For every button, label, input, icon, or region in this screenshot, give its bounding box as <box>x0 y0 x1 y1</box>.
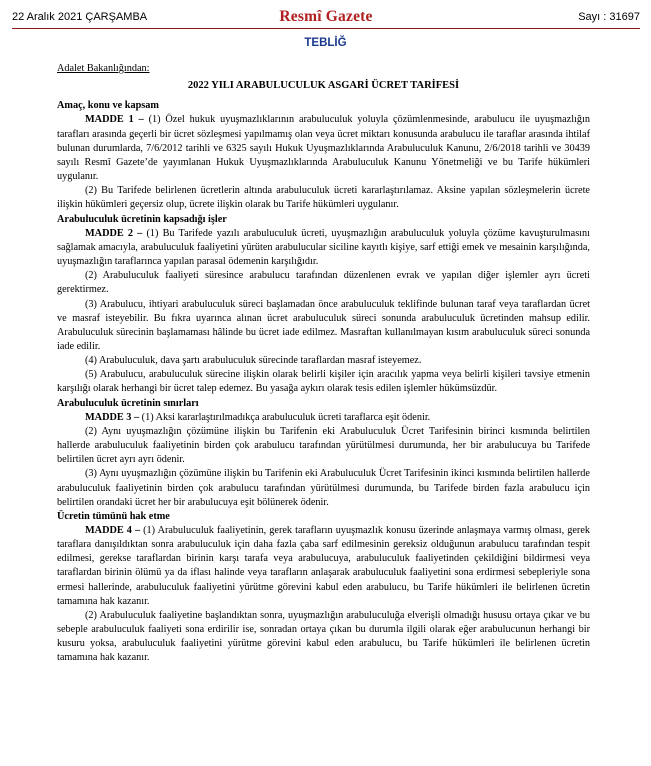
document-title: 2022 YILI ARABULUCULUK ASGARİ ÜCRET TARİFESİ <box>187 80 460 92</box>
article-2-paragraph-5: (5) Arabulucu, arabuluculuk sürecine ilişkin olarak belirli kişiler için aracılık yapma veya belirli kişileri tavsiye etmenin karşılığı olarak herhangi bir ücret talep edemez. Bu yasağa aykırı olarak tesis edilen işlemler hükümsüzdür. <box>57 369 590 395</box>
article-heading-2: Arabuluculuk ücretinin kapsadığı işler <box>57 213 227 225</box>
article-heading-4: Ücretin tümünü hak etme <box>57 510 170 522</box>
issuing-ministry: Adalet Bakanlığından: <box>57 63 150 74</box>
gazette-name: Resmî Gazete <box>279 8 373 25</box>
article-2-paragraph-1 <box>57 227 590 269</box>
article-4-text-1: (1) Arabuluculuk faaliyetinin, gerek tarafların uyuşmazlık konusu üzerinde anlaşmaya varmış olması, gerek taraflara danışıldıktan sonra arabuluculuk için daha fazla çaba sarf edilmesinin gereksiz olduğunun arabulucu tarafından tespit edilmesi, gerekse taraflardan birinin karşı tarafa veya arabulucuya, arabuluculuk faaliyetinden çekildiğini bildirmesi veya taraflardan birinin ölümü ya da iflası halinde veya tarafların anlaşarak arabuluculuk faaliyetini sona erdirmesi sebepleriyle sona ermesi hallerinde, arabuluculuk faaliyetini yürütme görevini kabul eden arabulucu, bu Tarife hükümleri ile belirlenen ücretin tamamına hak kazanır. <box>57 525 590 607</box>
article-2-paragraph-3: (3) Arabulucu, ihtiyari arabuluculuk süreci başlamadan önce arabuluculuk teklifinde bulunan taraf veya taraflardan ücret ve masraf isteyebilir. Bu fıkra uyarınca alınan ücret arabuluculuk süreci sonunda arabuluculuk ücretinden mahsup edilir. Arabuluculuk sürecinin başlamaması hâlinde bu ücret iade edilmez. Masraftan kullanılmayan kısım arabuluculuk süreci sonunda iade edilir. <box>57 298 590 352</box>
article-heading-1: Amaç, konu ve kapsam <box>57 100 159 112</box>
article-4-paragraph-1 <box>57 524 590 609</box>
article-1-paragraph-1 <box>57 113 590 184</box>
article-4-label: MADDE 4 – <box>85 525 141 536</box>
article-4-paragraph-2: (2) Arabuluculuk faaliyetine başlandıktan sonra, uyuşmazlığın arabuluculuğa elverişli olmadığı hususu ortaya çıkar ve bu sebeple arabuluculuk faaliyeti sona erdirilir ise, sonradan ortaya çıkan bu durumla ilgili olarak eğer arabulucunun herhangi bir kusuru yoksa, arabuluculuk faaliyetini yürütme görevini kabul eden arabulucu, bu Tarife hükümleri ile belirlenen ücretin tamamına hak kazanır. <box>57 609 590 664</box>
article-3-paragraph-2: (2) Aynı uyuşmazlığın çözümüne ilişkin bu Tarifenin eki Arabuluculuk Ücret Tarifesinin birinci kısmında belirtilen hallerde arabuluculuk faaliyetinin birden çok arabulucu tarafından yürütülmesi durumunda, her bir arabulucuya bu Tarifede belirtilen ücret ayrı ayrı ödenir. <box>57 425 590 466</box>
article-1-label: MADDE 1 – <box>85 114 144 126</box>
article-3-paragraph-1 <box>57 411 590 425</box>
issue-date: 22 Aralık 2021 ÇARŞAMBA <box>12 11 148 23</box>
article-2-paragraph-2: (2) Arabuluculuk faaliyeti süresince arabulucu tarafından düzenlenen evrak ve yapılan diğer işlemler ayrı ücreti gerektirmez. <box>57 270 590 296</box>
article-heading-3: Arabuluculuk ücretinin sınırları <box>57 397 199 409</box>
document-body <box>57 62 590 666</box>
article-2-label: MADDE 2 – <box>85 227 143 239</box>
article-2-paragraph-4: (4) Arabuluculuk, dava şartı arabuluculuk sürecinde taraflardan masraf isteyemez. <box>85 355 422 367</box>
issue-number: Sayı : 31697 <box>578 11 640 23</box>
article-3-text-1: (1) Aksi kararlaştırılmadıkça arabuluculuk ücreti taraflarca eşit ödenir. <box>139 411 431 423</box>
article-1-text-1: (1) Özel hukuk uyuşmazlıklarının arabuluculuk yoluyla çözümlenmesinde, arabulucu ile uyuşmazlığın tarafları arasında geçerli bir ücret sözleşmesi yapılmamış olan veya ücret miktarı konusunda arabulucu ile taraflar arasında ihtilaf bulunan durumlarda, 7/6/2012 tarihli ve 6325 sayılı Hukuk Uyuşmazlıklarında Arabuluculuk Kanunu, 2/6/2018 tarihli ve 30439 sayılı Resmî Gazete’de yayımlanan Hukuk Uyuşmazlıklarında Arabuluculuk Kanunu Yönetmeliği ve bu Tarife hükümleri uygulanır. <box>57 114 590 183</box>
section-title: TEBLİĞ <box>304 37 347 49</box>
article-3-paragraph-3: (3) Aynı uyuşmazlığın çözümüne ilişkin bu Tarifenin eki Arabuluculuk Ücret Tarifesinin ikinci kısmında belirtilen hallerde arabuluculuk faaliyetinin birden çok arabulucu tarafından yürütülmesi durumunda, bu Tarifede birden fazla arabulucu için belirtilen orandaki ücret her bir arabulucuya eşit bölünerek ödenir. <box>57 468 590 508</box>
header-rule <box>12 28 640 29</box>
article-2-text-1: (1) Bu Tarifede yazılı arabuluculuk ücreti, uyuşmazlığın arabuluculuk yoluyla çözüme kavuşturulmasını sağlamak amacıyla, arabuluculuk faaliyetini yürüten arabulucular siciline kayıtlı kişiye, sarf ettiği emek ve mesainin karşılığında, uyuşmazlığın taraflarınca yapılan parasal ödemenin karşılığıdır. <box>57 227 590 268</box>
article-1-paragraph-2: (2) Bu Tarifede belirlenen ücretlerin altında arabuluculuk ücreti kararlaştırılamaz. Aksine yapılan sözleşmelerin ücrete ilişkin hükümleri geçersiz olup, ücrete ilişkin olarak bu Tarife hükümleri uygulanır. <box>57 185 590 211</box>
article-3-label: MADDE 3 – <box>85 411 140 423</box>
